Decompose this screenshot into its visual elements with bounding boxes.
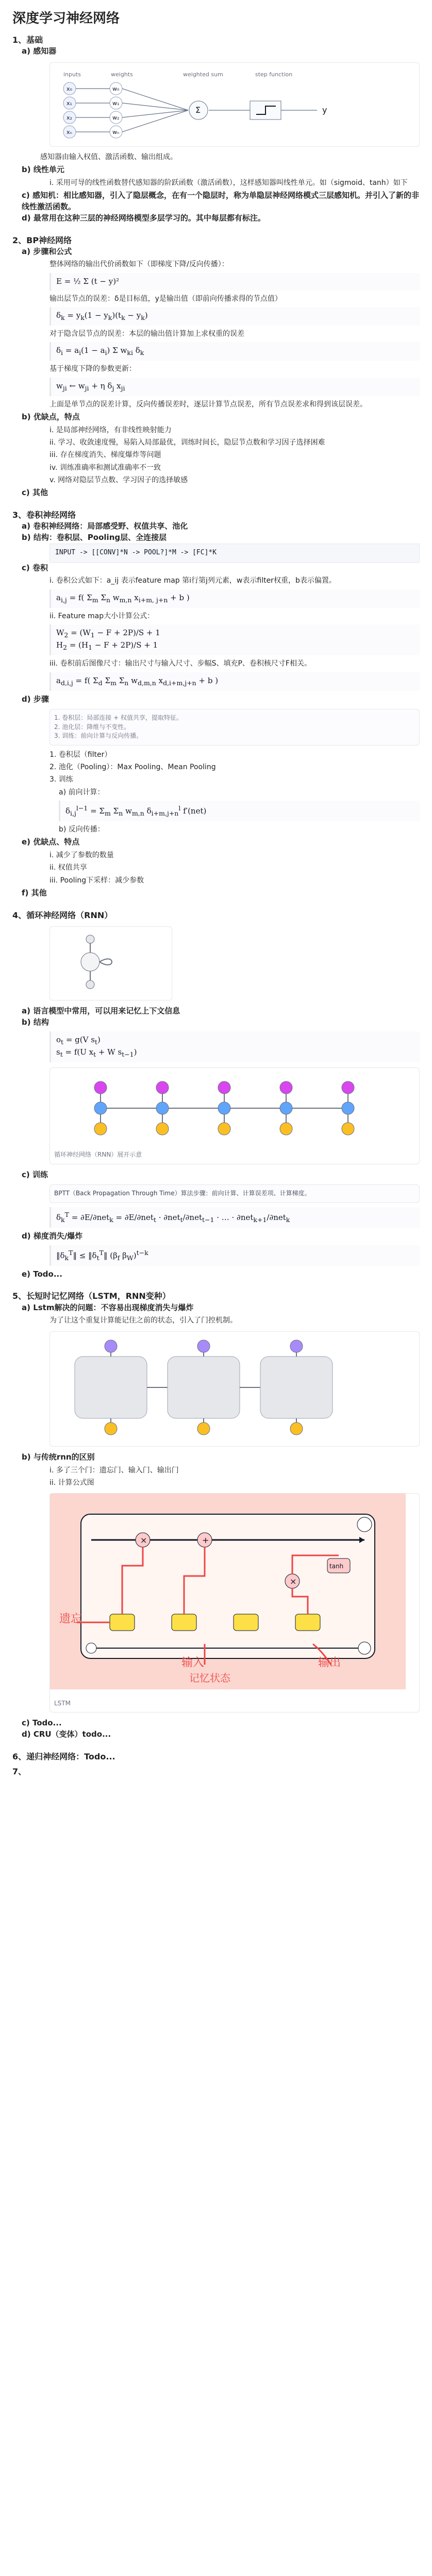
section-2	[12, 234, 420, 499]
rnn-input-node	[280, 1123, 292, 1135]
subsection-a: a) Lstm解决的问题：不容易出现梯度消失与爆炸	[22, 1302, 194, 1312]
xn-label: xₙ	[67, 128, 72, 135]
math-block: $\delta_{i,j}^{l-1} = \Sigma_m$ $\Sigma_n$ $w_{m,n}$ $\delta_{i+m,j+n}^l$ f′(net)	[59, 801, 420, 821]
section-1	[12, 34, 420, 224]
lstm-cell-box	[81, 1514, 375, 1658]
input-annotation: 输入	[181, 1656, 205, 1670]
perceptron-weighted-sum-label: weighted sum	[183, 71, 223, 78]
lstm-caption: LSTM	[54, 1699, 71, 1707]
bptt-notes	[49, 1184, 420, 1202]
rnn-output-node	[156, 1081, 169, 1094]
rnn-caption: 循环神经网络（RNN）展开示意	[54, 1151, 142, 1159]
rnn-unrolled-diagram	[54, 1072, 410, 1144]
output-gate	[295, 1614, 320, 1631]
subsection-a: a) 卷积神经网络：局部感受野、权值共享、池化	[22, 521, 188, 531]
lstm-block	[168, 1357, 240, 1418]
subsection-a: a) 语言模型中常用，可以用来记忆上下文信息	[22, 1006, 180, 1016]
list-item: iii. Pooling下采样：减少参数	[49, 876, 144, 885]
list-item: 2. 池化（Pooling）：Max Pooling、Mean Pooling	[49, 762, 216, 771]
w0-label: w₀	[112, 85, 120, 92]
rnn-input-node	[156, 1123, 169, 1135]
conv-notes	[49, 709, 420, 745]
math-block: $\delta_k = y_k(1 - y_k)(t_k - y_k)$	[49, 307, 420, 326]
math-block: $\delta_i = a_i(1 - a_i)$ Σ $w_{ki}$ $\delta_k$	[49, 342, 420, 361]
math-block: $w_{ji}$ ← $w_{ji} + \eta$ $\delta_j$ $x_{ji}$	[49, 378, 420, 396]
section-6	[12, 1751, 420, 1762]
perceptron-figure	[49, 62, 420, 147]
subsection-f: f) 其他	[22, 888, 47, 897]
w1-label: w₁	[112, 99, 120, 107]
subsection-a: a) 感知器	[22, 46, 57, 56]
subsection-b: b) 与传统rnn的区别	[22, 1452, 95, 1462]
lstm-chain-figure	[49, 1331, 420, 1447]
list-item: 1. 卷积层（filter）	[49, 750, 112, 759]
section-3	[12, 509, 420, 899]
lstm-input-node	[105, 1422, 117, 1435]
input-gate	[172, 1614, 196, 1631]
w2-label: w₂	[112, 114, 120, 121]
list-item: i. 是局部神经网络，有非线性映射能力	[49, 426, 172, 434]
bptt-text: BPTT（Back Propagation Through Time）算法步骤：前向计算、计算误差项、计算梯度。	[54, 1190, 311, 1197]
x2-label: x₂	[67, 114, 72, 121]
rnn-loop-diagram	[54, 931, 157, 993]
list-item: iii. 存在梯度消失、梯度爆炸等问题	[49, 451, 161, 460]
subsection-d: d) 梯度消失/爆炸	[22, 1231, 83, 1241]
section-title: 5、长短时记忆网络（LSTM，RNN变种）	[12, 1291, 171, 1301]
operator-symbol: ×	[290, 1577, 297, 1587]
paragraph: iii. 卷积前后图像尺寸：输出尺寸与输入尺寸、步幅S、填充P、卷积核尺寸F相关。	[49, 659, 311, 668]
rnn-small-figure	[49, 926, 172, 1001]
rnn-hidden-node	[342, 1102, 354, 1114]
subsection-c: c) 感知机：相比感知器，引入了隐层概念，在有一个隐层时，称为单隐层神经网络模式三层感知机。并引入了新的非线性激活函数。	[22, 191, 419, 212]
lstm-block	[260, 1357, 333, 1418]
paragraph: 输出层节点的误差：δ是目标值，y是输出值（即前向传播求得的节点值）	[49, 294, 282, 303]
subsection-b: b) 结构：卷积层、Pooling层、全连接层	[22, 532, 167, 542]
list-item: b) 反向传播：	[59, 825, 105, 834]
section-4	[12, 909, 420, 1280]
x1-label: x₁	[67, 99, 72, 107]
perceptron-inputs-label: inputs	[63, 71, 81, 78]
list-item: i. 多了三个门：遗忘门、输入门、输出门	[49, 1466, 179, 1475]
page-title: 深度学习神经网络	[12, 11, 120, 26]
subsection-c: c) 其他	[22, 488, 48, 498]
paragraph: 上面是单节点的误差计算，反向传播误差时，逐层计算节点误差，所有节点误差求和得到该层误差。	[49, 400, 367, 409]
lstm-input-node	[197, 1422, 210, 1435]
lstm-output-node	[290, 1340, 303, 1352]
paragraph: 感知器由输入权值、激活函数、输出组成。	[40, 152, 177, 161]
rnn-input-node	[218, 1123, 230, 1135]
wn-label: wₙ	[112, 128, 120, 135]
math-block: $a_{d,i,j} = f$( $\Sigma_d$ $\Sigma_m$ $\Sigma_n$ $w_{d,m,n}$ $x_{d,i+m,j+n} + b$ )	[49, 672, 420, 691]
math-block: E = ½ Σ (t − y)²	[49, 273, 420, 291]
rnn-input-node	[342, 1123, 354, 1135]
subsection-d: d) 最常用在这种三层的神经网络模型多层学习的。其中每层都有标注。	[22, 213, 265, 223]
list-item: ii. 学习、收敛速度慢，易陷入局部最优，训练时间长，隐层节点数和学习因子选择困难	[49, 438, 325, 447]
candidate-gate	[234, 1614, 258, 1631]
perceptron-weights-label: weights	[111, 71, 133, 78]
sum-symbol: Σ	[195, 105, 201, 115]
lstm-cell-figure	[49, 1493, 420, 1713]
list-item: v. 网络对隐层节点数、学习因子的选择敏感	[49, 476, 188, 484]
rnn-output-node	[342, 1081, 354, 1094]
lstm-block	[75, 1357, 147, 1418]
subsection-a: a) 步骤和公式	[22, 246, 72, 256]
paragraph: 基于梯度下降的参数更新：	[49, 365, 136, 374]
operator-symbol: ×	[140, 1535, 147, 1546]
section-5	[12, 1290, 420, 1740]
subsection-c: c) 卷积	[22, 563, 48, 572]
paragraph: 对于隐含层节点的误差：本层的输出值计算加上求权重的误差	[49, 329, 244, 338]
architecture-code: INPUT -> [[CONV]*N -> POOL?]*M -> [FC]*K	[49, 544, 420, 563]
rnn-hidden-node	[94, 1102, 107, 1114]
paragraph: 整体网络的输出代价函数如下（即梯度下降/反向传播）：	[49, 260, 229, 269]
y-label: y	[322, 105, 327, 115]
list-item: i. 减少了参数的数量	[49, 851, 114, 859]
section-title: 6、递归神经网络：Todo...	[12, 1751, 115, 1761]
subsection-d: d) CRU（变体）todo...	[22, 1729, 111, 1739]
top-output-node	[357, 1517, 372, 1532]
conv-notes-text: 1. 卷积层：局部连接 + 权值共享，提取特征。 2. 池化层：降维与不变性。 3. 训练：前向计算与反向传播。	[54, 714, 182, 740]
rnn-hidden-node	[280, 1102, 292, 1114]
paragraph: 为了让这个重复计算能记住之前的状态，引入了门控机制。	[49, 1316, 237, 1325]
subsection-e: e) 优缺点、特点	[22, 837, 80, 847]
section-title: 7、	[12, 1766, 27, 1776]
state-annotation: 记忆状态	[189, 1672, 230, 1685]
rnn-output-node	[218, 1081, 230, 1094]
x0-label: x₀	[67, 85, 72, 92]
rnn-unrolled-figure	[49, 1067, 420, 1164]
section-title: 3、卷积神经网络	[12, 510, 76, 520]
subsection-d: d) 步骤	[22, 694, 49, 704]
operator-symbol: +	[202, 1535, 209, 1546]
section-title: 1、基础	[12, 35, 43, 45]
subsection-c: c) Todo...	[22, 1718, 62, 1728]
section-title: 2、BP神经网络	[12, 235, 72, 245]
lstm-cell-diagram	[50, 1494, 406, 1689]
section-title: 4、循环神经网络（RNN）	[12, 910, 113, 920]
input-node	[86, 1643, 96, 1653]
math-block: $o_t = g(V$ $s_t$) $s_t = f(U$ $x_t + W$ $s_{t-1}$)	[49, 1031, 420, 1062]
tanh-text: tanh	[329, 1563, 344, 1570]
subsection-b: b) 优缺点，特点	[22, 412, 80, 422]
section-7	[12, 1766, 420, 1777]
math-block: $W_2 = (W_1 - F + 2P)/S + 1$ $H_2 = (H_1 - F + 2P)/S + 1$	[49, 624, 420, 655]
output-annotation: 输出	[318, 1656, 341, 1670]
paragraph: ii. Feature map大小计算公式：	[49, 612, 155, 620]
rnn-hidden-node	[218, 1102, 230, 1114]
lstm-input-node	[290, 1422, 303, 1435]
rnn-output-node	[280, 1081, 292, 1094]
rnn-input-node	[94, 1123, 107, 1135]
lstm-chain-diagram	[54, 1336, 410, 1439]
lstm-output-node	[105, 1340, 117, 1352]
forget-gate	[110, 1614, 135, 1631]
output-node	[358, 1642, 371, 1654]
paragraph: i. 采用可导的线性函数替代感知器的阶跃函数（激活函数），这样感知器叫线性单元。如（sigmoid、tanh）如下	[49, 178, 408, 187]
paragraph: i. 卷积公式如下：a_ij 表示feature map 第i行第j列元素，w表示filter权重，b表示偏置。	[49, 577, 336, 585]
subsection-e: e) Todo...	[22, 1269, 62, 1279]
lstm-output-node	[197, 1340, 210, 1352]
rnn-hidden-node	[156, 1102, 169, 1114]
list-item: ii. 权值共享	[49, 863, 87, 872]
list-item: ii. 计算公式图	[49, 1479, 94, 1487]
forget-annotation: 遗忘	[59, 1613, 82, 1626]
rnn-output-node	[94, 1081, 107, 1094]
subsection-b: b) 结构	[22, 1017, 49, 1027]
list-item: iv. 训练准确率和测试准确率不一致	[49, 463, 161, 472]
list-item: a) 前向计算：	[59, 788, 105, 796]
perceptron-diagram	[54, 67, 384, 139]
list-item: 3. 训练	[49, 775, 73, 784]
math-block: $a_{i,j} = f$( $\Sigma_m$ $\Sigma_n$ $w_{m,n}$ $x_{i+m, j+n} + b$ )	[49, 589, 420, 608]
math-block: $‖\delta_k^T‖$ ≤ $‖\delta_t^T‖$ ($\beta_f$ $\beta_W)^{t-k}$	[49, 1245, 420, 1266]
math-block: $\delta_k^T = \partial E/\partial net_k = \partial E/\partial net_t \cdot \partial net_t/\partial net_{t-1}$ · … · ∂net$_{k+1}$/∂net$_k$	[49, 1207, 420, 1228]
perceptron-step-function-label: step function	[255, 71, 293, 78]
subsection-b: b) 线性单元	[22, 165, 64, 175]
subsection-c: c) 训练	[22, 1170, 48, 1179]
